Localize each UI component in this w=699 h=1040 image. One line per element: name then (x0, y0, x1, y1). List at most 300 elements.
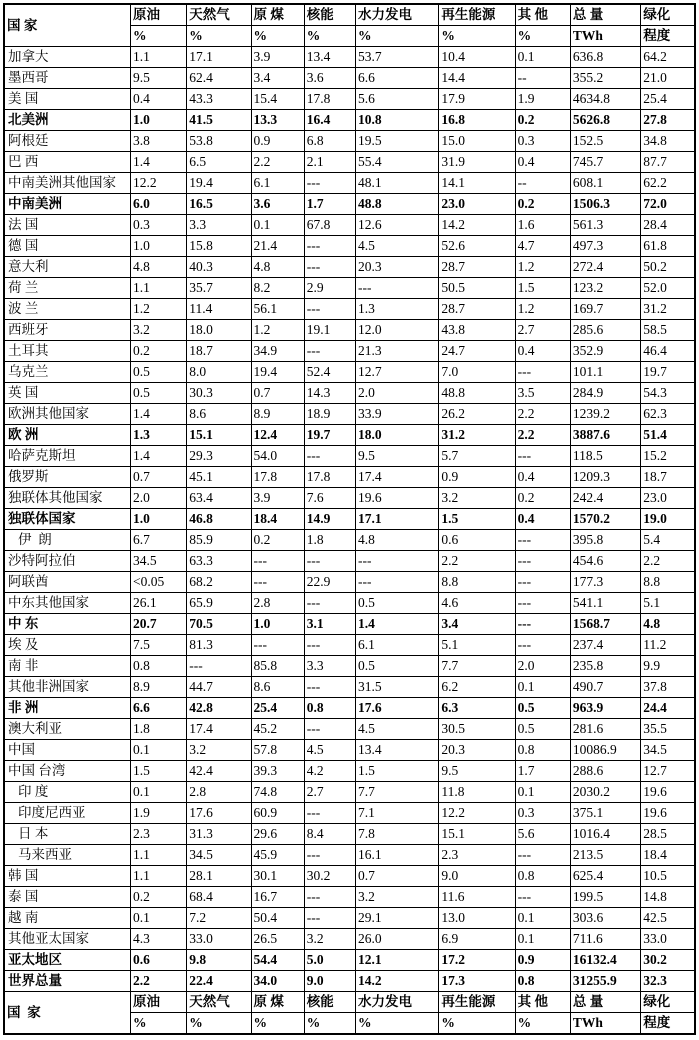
value-cell: 16.5 (187, 194, 251, 215)
country-cell: 德 国 (4, 236, 131, 257)
value-cell: 0.5 (131, 362, 187, 383)
value-cell: 0.7 (131, 467, 187, 488)
table-row (4, 572, 695, 593)
value-cell: --- (304, 908, 355, 929)
value-cell: 1.2 (515, 299, 570, 320)
value-cell: 19.7 (304, 425, 355, 446)
value-cell: 17.8 (251, 467, 304, 488)
value-cell: 21.4 (251, 236, 304, 257)
value-cell: 30.2 (304, 866, 355, 887)
country-cell: 独联体其他国家 (4, 488, 131, 509)
country-cell: 马来西亚 (4, 845, 131, 866)
country-cell: 独联体国家 (4, 509, 131, 530)
value-cell: 34.5 (131, 551, 187, 572)
country-cell: 土耳其 (4, 341, 131, 362)
value-cell: -- (515, 68, 570, 89)
header-col-label: 原油 (131, 4, 187, 26)
value-cell: 1.0 (131, 509, 187, 530)
footer-col-label: 核能 (304, 992, 355, 1013)
value-cell: 6.7 (131, 530, 187, 551)
value-cell: 4.8 (131, 257, 187, 278)
value-cell: 636.8 (570, 47, 640, 68)
value-cell: 8.4 (304, 824, 355, 845)
value-cell: 2.8 (251, 593, 304, 614)
value-cell: -- (515, 173, 570, 194)
value-cell: 0.4 (515, 152, 570, 173)
value-cell: 27.8 (641, 110, 695, 131)
value-cell: 1.0 (251, 614, 304, 635)
value-cell: 1.4 (131, 404, 187, 425)
value-cell: 18.0 (355, 425, 438, 446)
value-cell: 1.8 (304, 530, 355, 551)
value-cell: 68.4 (187, 887, 251, 908)
value-cell: 50.5 (439, 278, 515, 299)
value-cell: 0.2 (515, 194, 570, 215)
value-cell: 17.4 (187, 719, 251, 740)
value-cell: 6.0 (131, 194, 187, 215)
value-cell: 19.5 (355, 131, 438, 152)
value-cell: 1.5 (355, 761, 438, 782)
value-cell: 31.5 (355, 677, 438, 698)
value-cell: 9.8 (187, 950, 251, 971)
value-cell: 0.2 (131, 887, 187, 908)
value-cell: 0.5 (355, 593, 438, 614)
value-cell: 5626.8 (570, 110, 640, 131)
value-cell: 0.1 (515, 47, 570, 68)
value-cell: 0.5 (515, 719, 570, 740)
table-row (4, 299, 695, 320)
footer-col-unit: % (187, 1013, 251, 1035)
value-cell: 0.8 (515, 866, 570, 887)
value-cell: 4.6 (439, 593, 515, 614)
value-cell: 13.4 (355, 740, 438, 761)
value-cell: 1570.2 (570, 509, 640, 530)
value-cell: 1.9 (131, 803, 187, 824)
value-cell: 19.7 (641, 362, 695, 383)
value-cell: --- (304, 887, 355, 908)
value-cell: 281.6 (570, 719, 640, 740)
value-cell: 0.5 (515, 698, 570, 719)
value-cell: 16.7 (251, 887, 304, 908)
value-cell: 169.7 (570, 299, 640, 320)
value-cell: --- (515, 593, 570, 614)
value-cell: --- (304, 719, 355, 740)
value-cell: 1.4 (355, 614, 438, 635)
value-cell: 1.4 (131, 152, 187, 173)
value-cell: 0.5 (355, 656, 438, 677)
value-cell: 0.1 (515, 782, 570, 803)
value-cell: 3.4 (439, 614, 515, 635)
table-row (4, 782, 695, 803)
value-cell: 24.4 (641, 698, 695, 719)
table-row-total (4, 110, 695, 131)
value-cell: 118.5 (570, 446, 640, 467)
value-cell: 9.5 (131, 68, 187, 89)
table-row (4, 47, 695, 68)
value-cell: 0.4 (131, 89, 187, 110)
value-cell: 5.6 (515, 824, 570, 845)
value-cell: 19.6 (641, 803, 695, 824)
value-cell: 28.7 (439, 257, 515, 278)
value-cell: 72.0 (641, 194, 695, 215)
value-cell: 7.7 (439, 656, 515, 677)
value-cell: 1.6 (515, 215, 570, 236)
value-cell: 0.8 (515, 971, 570, 992)
value-cell: --- (304, 173, 355, 194)
value-cell: 55.4 (355, 152, 438, 173)
value-cell: 2.7 (515, 320, 570, 341)
value-cell: 34.5 (641, 740, 695, 761)
value-cell: 1.4 (131, 446, 187, 467)
value-cell: 2.3 (131, 824, 187, 845)
country-cell: 波 兰 (4, 299, 131, 320)
value-cell: 1.0 (131, 110, 187, 131)
value-cell: 50.4 (251, 908, 304, 929)
value-cell: --- (304, 551, 355, 572)
value-cell: 45.1 (187, 467, 251, 488)
value-cell: 26.1 (131, 593, 187, 614)
value-cell: 6.3 (439, 698, 515, 719)
value-cell: 12.6 (355, 215, 438, 236)
value-cell: 64.2 (641, 47, 695, 68)
value-cell: 29.3 (187, 446, 251, 467)
footer-col-unit: % (515, 1013, 570, 1035)
header-col-label: 核能 (304, 4, 355, 26)
value-cell: 17.8 (304, 89, 355, 110)
value-cell: 63.3 (187, 551, 251, 572)
country-cell: 欧洲其他国家 (4, 404, 131, 425)
value-cell: 22.9 (304, 572, 355, 593)
value-cell: 12.2 (131, 173, 187, 194)
table-row (4, 89, 695, 110)
country-cell: 乌克兰 (4, 362, 131, 383)
value-cell: 30.2 (641, 950, 695, 971)
value-cell: 2.9 (304, 278, 355, 299)
value-cell: 352.9 (570, 341, 640, 362)
value-cell: 34.8 (641, 131, 695, 152)
value-cell: 6.2 (439, 677, 515, 698)
value-cell: 18.4 (641, 845, 695, 866)
value-cell: 16132.4 (570, 950, 640, 971)
value-cell: 1.8 (131, 719, 187, 740)
value-cell: 454.6 (570, 551, 640, 572)
value-cell: 625.4 (570, 866, 640, 887)
value-cell: --- (304, 236, 355, 257)
table-row (4, 824, 695, 845)
value-cell: 48.1 (355, 173, 438, 194)
country-cell: 中国 (4, 740, 131, 761)
value-cell: 56.1 (251, 299, 304, 320)
value-cell: 13.3 (251, 110, 304, 131)
value-cell: 5.4 (641, 530, 695, 551)
value-cell: 15.0 (439, 131, 515, 152)
value-cell: --- (515, 887, 570, 908)
country-cell: 日 本 (4, 824, 131, 845)
value-cell: --- (251, 572, 304, 593)
value-cell: 5.6 (355, 89, 438, 110)
value-cell: 3.3 (304, 656, 355, 677)
value-cell: --- (515, 530, 570, 551)
value-cell: 3887.6 (570, 425, 640, 446)
country-cell: 欧 洲 (4, 425, 131, 446)
value-cell: 21.0 (641, 68, 695, 89)
value-cell: 8.9 (131, 677, 187, 698)
value-cell: <0.05 (131, 572, 187, 593)
header-col-unit: TWh (570, 26, 640, 47)
value-cell: 0.2 (131, 341, 187, 362)
value-cell: 30.1 (251, 866, 304, 887)
footer-col-unit: % (439, 1013, 515, 1035)
footer-col-label: 水力发电 (355, 992, 438, 1013)
value-cell: 284.9 (570, 383, 640, 404)
value-cell: 0.7 (251, 383, 304, 404)
country-cell: 意大利 (4, 257, 131, 278)
country-cell: 美 国 (4, 89, 131, 110)
country-cell: 中东其他国家 (4, 593, 131, 614)
value-cell: 17.9 (439, 89, 515, 110)
value-cell: 0.1 (515, 929, 570, 950)
country-cell: 西班牙 (4, 320, 131, 341)
value-cell: 10.8 (355, 110, 438, 131)
value-cell: 1239.2 (570, 404, 640, 425)
header-col-unit: % (304, 26, 355, 47)
value-cell: 62.3 (641, 404, 695, 425)
value-cell: 10086.9 (570, 740, 640, 761)
value-cell: 3.9 (251, 488, 304, 509)
value-cell: 33.0 (641, 929, 695, 950)
value-cell: --- (304, 635, 355, 656)
footer-col-unit: % (131, 1013, 187, 1035)
value-cell: 21.3 (355, 341, 438, 362)
value-cell: 18.7 (187, 341, 251, 362)
table-row (4, 152, 695, 173)
country-cell: 荷 兰 (4, 278, 131, 299)
value-cell: 52.0 (641, 278, 695, 299)
value-cell: 0.2 (515, 110, 570, 131)
value-cell: 30.5 (439, 719, 515, 740)
footer-col-label: 绿化 (641, 992, 695, 1013)
value-cell: 9.9 (641, 656, 695, 677)
value-cell: 15.4 (251, 89, 304, 110)
value-cell: 8.8 (641, 572, 695, 593)
value-cell: 3.2 (304, 929, 355, 950)
table-row (4, 761, 695, 782)
value-cell: --- (355, 278, 438, 299)
value-cell: 1.9 (515, 89, 570, 110)
value-cell: 6.8 (304, 131, 355, 152)
value-cell: 0.7 (355, 866, 438, 887)
value-cell: 42.5 (641, 908, 695, 929)
header-col-label: 绿化 (641, 4, 695, 26)
country-cell: 英 国 (4, 383, 131, 404)
value-cell: --- (515, 614, 570, 635)
value-cell: 199.5 (570, 887, 640, 908)
footer-col-unit: % (304, 1013, 355, 1035)
value-cell: 3.4 (251, 68, 304, 89)
value-cell: 0.1 (131, 908, 187, 929)
value-cell: 28.1 (187, 866, 251, 887)
value-cell: 12.1 (355, 950, 438, 971)
value-cell: 0.9 (439, 467, 515, 488)
value-cell: 2.8 (187, 782, 251, 803)
value-cell: 70.5 (187, 614, 251, 635)
value-cell: 68.2 (187, 572, 251, 593)
value-cell: 0.4 (515, 467, 570, 488)
value-cell: --- (515, 845, 570, 866)
value-cell: 3.9 (251, 47, 304, 68)
value-cell: 54.0 (251, 446, 304, 467)
value-cell: --- (515, 446, 570, 467)
value-cell: 242.4 (570, 488, 640, 509)
value-cell: 4.3 (131, 929, 187, 950)
value-cell: 6.6 (131, 698, 187, 719)
value-cell: 0.3 (515, 131, 570, 152)
value-cell: 17.1 (355, 509, 438, 530)
value-cell: 8.9 (251, 404, 304, 425)
value-cell: 30.3 (187, 383, 251, 404)
table-row-total (4, 950, 695, 971)
value-cell: 3.6 (251, 194, 304, 215)
table-row (4, 488, 695, 509)
value-cell: 4.5 (355, 236, 438, 257)
value-cell: 19.6 (641, 782, 695, 803)
value-cell: 497.3 (570, 236, 640, 257)
value-cell: 0.1 (131, 740, 187, 761)
value-cell: 1.2 (251, 320, 304, 341)
value-cell: 26.5 (251, 929, 304, 950)
value-cell: 28.4 (641, 215, 695, 236)
energy-mix-table (3, 3, 696, 1035)
value-cell: 2.2 (515, 404, 570, 425)
value-cell: 3.2 (131, 320, 187, 341)
value-cell: 41.5 (187, 110, 251, 131)
value-cell: 12.2 (439, 803, 515, 824)
value-cell: 285.6 (570, 320, 640, 341)
value-cell: 0.8 (304, 698, 355, 719)
country-cell: 阿联酋 (4, 572, 131, 593)
value-cell: 81.3 (187, 635, 251, 656)
value-cell: 9.0 (304, 971, 355, 992)
table-row (4, 173, 695, 194)
value-cell: 24.7 (439, 341, 515, 362)
value-cell: 67.8 (304, 215, 355, 236)
value-cell: --- (515, 551, 570, 572)
table-row (4, 341, 695, 362)
value-cell: 46.8 (187, 509, 251, 530)
value-cell: 1.1 (131, 866, 187, 887)
value-cell: 18.4 (251, 509, 304, 530)
value-cell: 14.2 (355, 971, 438, 992)
value-cell: 272.4 (570, 257, 640, 278)
value-cell: 490.7 (570, 677, 640, 698)
value-cell: 44.7 (187, 677, 251, 698)
footer-col-label: 天然气 (187, 992, 251, 1013)
table-row (4, 467, 695, 488)
value-cell: 23.0 (439, 194, 515, 215)
value-cell: 5.0 (304, 950, 355, 971)
value-cell: 53.7 (355, 47, 438, 68)
table-row (4, 68, 695, 89)
table-row (4, 278, 695, 299)
value-cell: 1.0 (131, 236, 187, 257)
value-cell: 10.5 (641, 866, 695, 887)
value-cell: 4.5 (304, 740, 355, 761)
value-cell: 288.6 (570, 761, 640, 782)
value-cell: 14.1 (439, 173, 515, 194)
value-cell: 213.5 (570, 845, 640, 866)
value-cell: 3.5 (515, 383, 570, 404)
value-cell: 20.7 (131, 614, 187, 635)
value-cell: 0.1 (131, 782, 187, 803)
value-cell: 14.2 (439, 215, 515, 236)
value-cell: --- (304, 446, 355, 467)
table-row (4, 803, 695, 824)
value-cell: 375.1 (570, 803, 640, 824)
table-row (4, 404, 695, 425)
value-cell: 40.3 (187, 257, 251, 278)
value-cell: 17.6 (355, 698, 438, 719)
country-cell: 泰 国 (4, 887, 131, 908)
value-cell: 7.8 (355, 824, 438, 845)
table-row (4, 236, 695, 257)
value-cell: 0.9 (251, 131, 304, 152)
value-cell: 2.3 (439, 845, 515, 866)
footer-col-unit: % (355, 1013, 438, 1035)
value-cell: 45.9 (251, 845, 304, 866)
value-cell: 57.8 (251, 740, 304, 761)
country-cell: 南 非 (4, 656, 131, 677)
value-cell: --- (304, 341, 355, 362)
country-cell: 哈萨克斯坦 (4, 446, 131, 467)
value-cell: 50.2 (641, 257, 695, 278)
table-row (4, 656, 695, 677)
country-cell: 亚太地区 (4, 950, 131, 971)
value-cell: 1.5 (131, 761, 187, 782)
value-cell: 19.6 (355, 488, 438, 509)
value-cell: 0.1 (515, 908, 570, 929)
header-col-label: 天然气 (187, 4, 251, 26)
value-cell: 6.6 (355, 68, 438, 89)
value-cell: 16.1 (355, 845, 438, 866)
value-cell: 18.9 (304, 404, 355, 425)
value-cell: 0.8 (131, 656, 187, 677)
value-cell: 11.8 (439, 782, 515, 803)
value-cell: 3.8 (131, 131, 187, 152)
value-cell: 43.8 (439, 320, 515, 341)
value-cell: 0.2 (251, 530, 304, 551)
header-col-unit: % (355, 26, 438, 47)
value-cell: 22.4 (187, 971, 251, 992)
value-cell: 15.2 (641, 446, 695, 467)
value-cell: 9.5 (355, 446, 438, 467)
value-cell: 39.3 (251, 761, 304, 782)
table-row-total (4, 698, 695, 719)
country-cell: 中 东 (4, 614, 131, 635)
table-row (4, 677, 695, 698)
value-cell: 7.7 (355, 782, 438, 803)
value-cell: 2.0 (355, 383, 438, 404)
value-cell: 85.9 (187, 530, 251, 551)
value-cell: 31.2 (439, 425, 515, 446)
country-cell: 其他非洲国家 (4, 677, 131, 698)
value-cell: 2.7 (304, 782, 355, 803)
table-row (4, 320, 695, 341)
footer-col-label: 总 量 (570, 992, 640, 1013)
value-cell: 0.3 (515, 803, 570, 824)
value-cell: 87.7 (641, 152, 695, 173)
value-cell: 16.8 (439, 110, 515, 131)
value-cell: 123.2 (570, 278, 640, 299)
